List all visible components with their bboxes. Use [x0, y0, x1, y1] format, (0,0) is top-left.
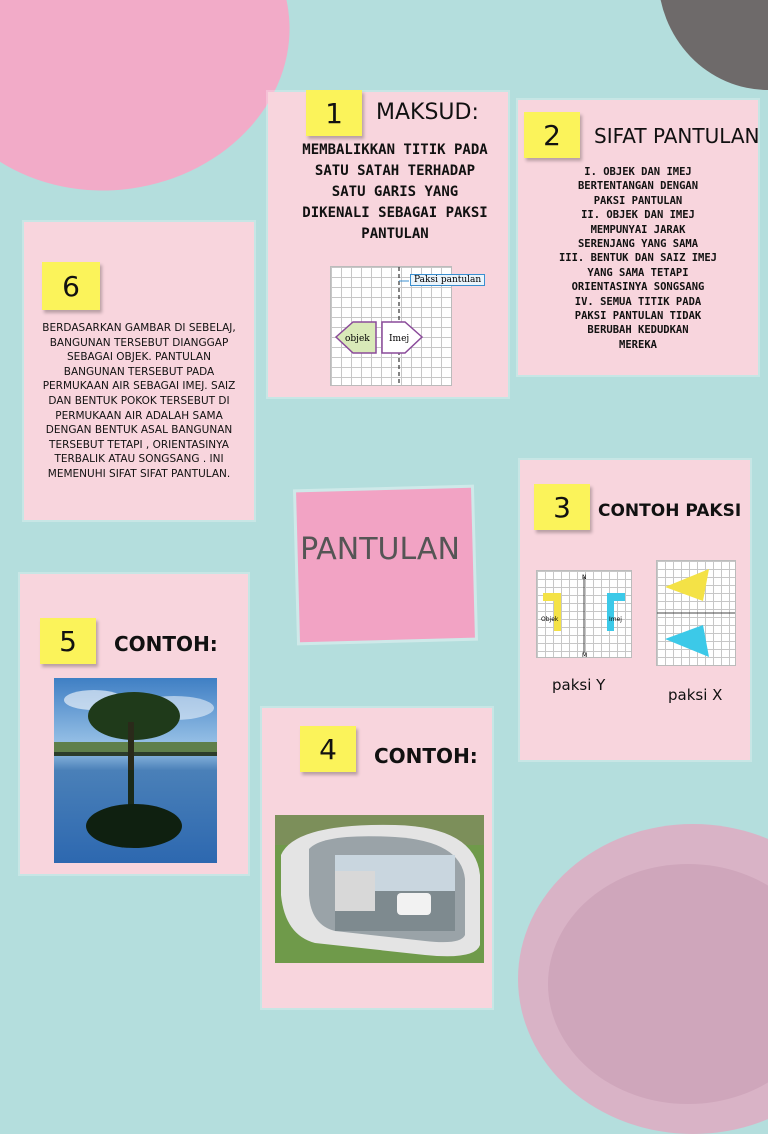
image-label: Imej	[389, 334, 410, 344]
sifat-heading: SIFAT PANTULAN	[594, 124, 760, 148]
side-mirror-photo	[275, 815, 484, 963]
maksud-heading: MAKSUD:	[376, 100, 479, 125]
y-axis-reflection-figure	[536, 570, 632, 658]
label-n: N	[582, 574, 587, 581]
sifat-line: PAKSI PANTULAN TIDAK	[574, 310, 702, 323]
sifat-line: PAKSI PANTULAN	[593, 194, 683, 207]
object-label: objek	[345, 334, 370, 344]
sifat-line: MEREKA	[619, 338, 657, 351]
sticky-note-3: 3	[534, 484, 590, 530]
sifat-line: IV. SEMUA TITIK PADA	[574, 295, 702, 308]
contoh-paksi-heading: CONTOH PAKSI	[598, 501, 742, 521]
sifat-line: I. OBJEK DAN IMEJ	[584, 166, 692, 178]
x-axis-reflection-figure	[656, 560, 736, 666]
sticky-note-5: 5	[40, 618, 96, 664]
tree-reflection-svg	[54, 678, 217, 863]
explanation-text: BERDASARKAN GAMBAR DI SEBELAJ, BANGUNAN TERSEBUT DIANGGAP SEBAGAI OBJEK. PANTULAN BANGUNAN TERSEBUT PADA PERMUKAAN AIR SEBAGAI IMEJ. SAIZ DAN BENTUK POKOK TERSEBUT DI PERMUKAAN AIR ADALAH SAMA DENGAN BENTUK ASAL BANGUNAN TERSEBUT TETAPI , ORIENTASINYA TERBALIK ATAU SONGSANG . INI MEMENUHI SIFAT SIFAT PANTULAN.	[42, 322, 236, 480]
contoh-4-heading: CONTOH:	[374, 744, 478, 768]
sticky-note-1: 1	[306, 90, 362, 136]
sifat-list	[538, 165, 738, 352]
sticky-note-6: 6	[42, 262, 100, 310]
label-objek: Objek	[541, 616, 559, 623]
page-title: PANTULAN	[300, 532, 460, 567]
sifat-line: III. BENTUK DAN SAIZ IMEJ	[558, 252, 718, 265]
axis-label-box: Paksi pantulan	[410, 274, 485, 286]
maksud-text: MEMBALIKKAN TITIK PADA SATU SATAH TERHADAP SATU GARIS YANG DIKENALI SEBAGAI PAKSI PANTULAN	[302, 142, 488, 242]
sifat-line: SERENJANG YANG SAMA	[577, 238, 699, 251]
sticky-note-4: 4	[300, 726, 356, 772]
contoh-5-heading: CONTOH:	[114, 632, 218, 656]
sifat-line: II. OBJEK DAN IMEJ	[581, 209, 695, 222]
sifat-line: BERTENTANGAN DENGAN	[577, 180, 699, 193]
decor-pink-blob-top-left	[0, 0, 310, 214]
y-axis-reflection-svg	[537, 571, 631, 657]
caption-paksi-x: paksi X	[668, 686, 723, 704]
x-axis-reflection-svg	[657, 561, 735, 665]
sifat-line: ORIENTASINYA SONGSANG	[571, 281, 705, 294]
sticky-note-2: 2	[524, 112, 580, 158]
tree-reflection-photo	[54, 678, 217, 863]
sifat-line: YANG SAMA TETAPI	[587, 266, 689, 279]
decor-grey-blob-top-right	[658, 0, 768, 90]
sifat-line: BERUBAH KEDUDKAN	[587, 324, 689, 337]
sifat-line: MEMPUNYAI JARAK	[590, 223, 686, 236]
label-m: M	[582, 652, 588, 657]
caption-paksi-y: paksi Y	[552, 676, 606, 694]
side-mirror-svg	[275, 815, 484, 963]
label-imej: Imej	[609, 616, 622, 623]
